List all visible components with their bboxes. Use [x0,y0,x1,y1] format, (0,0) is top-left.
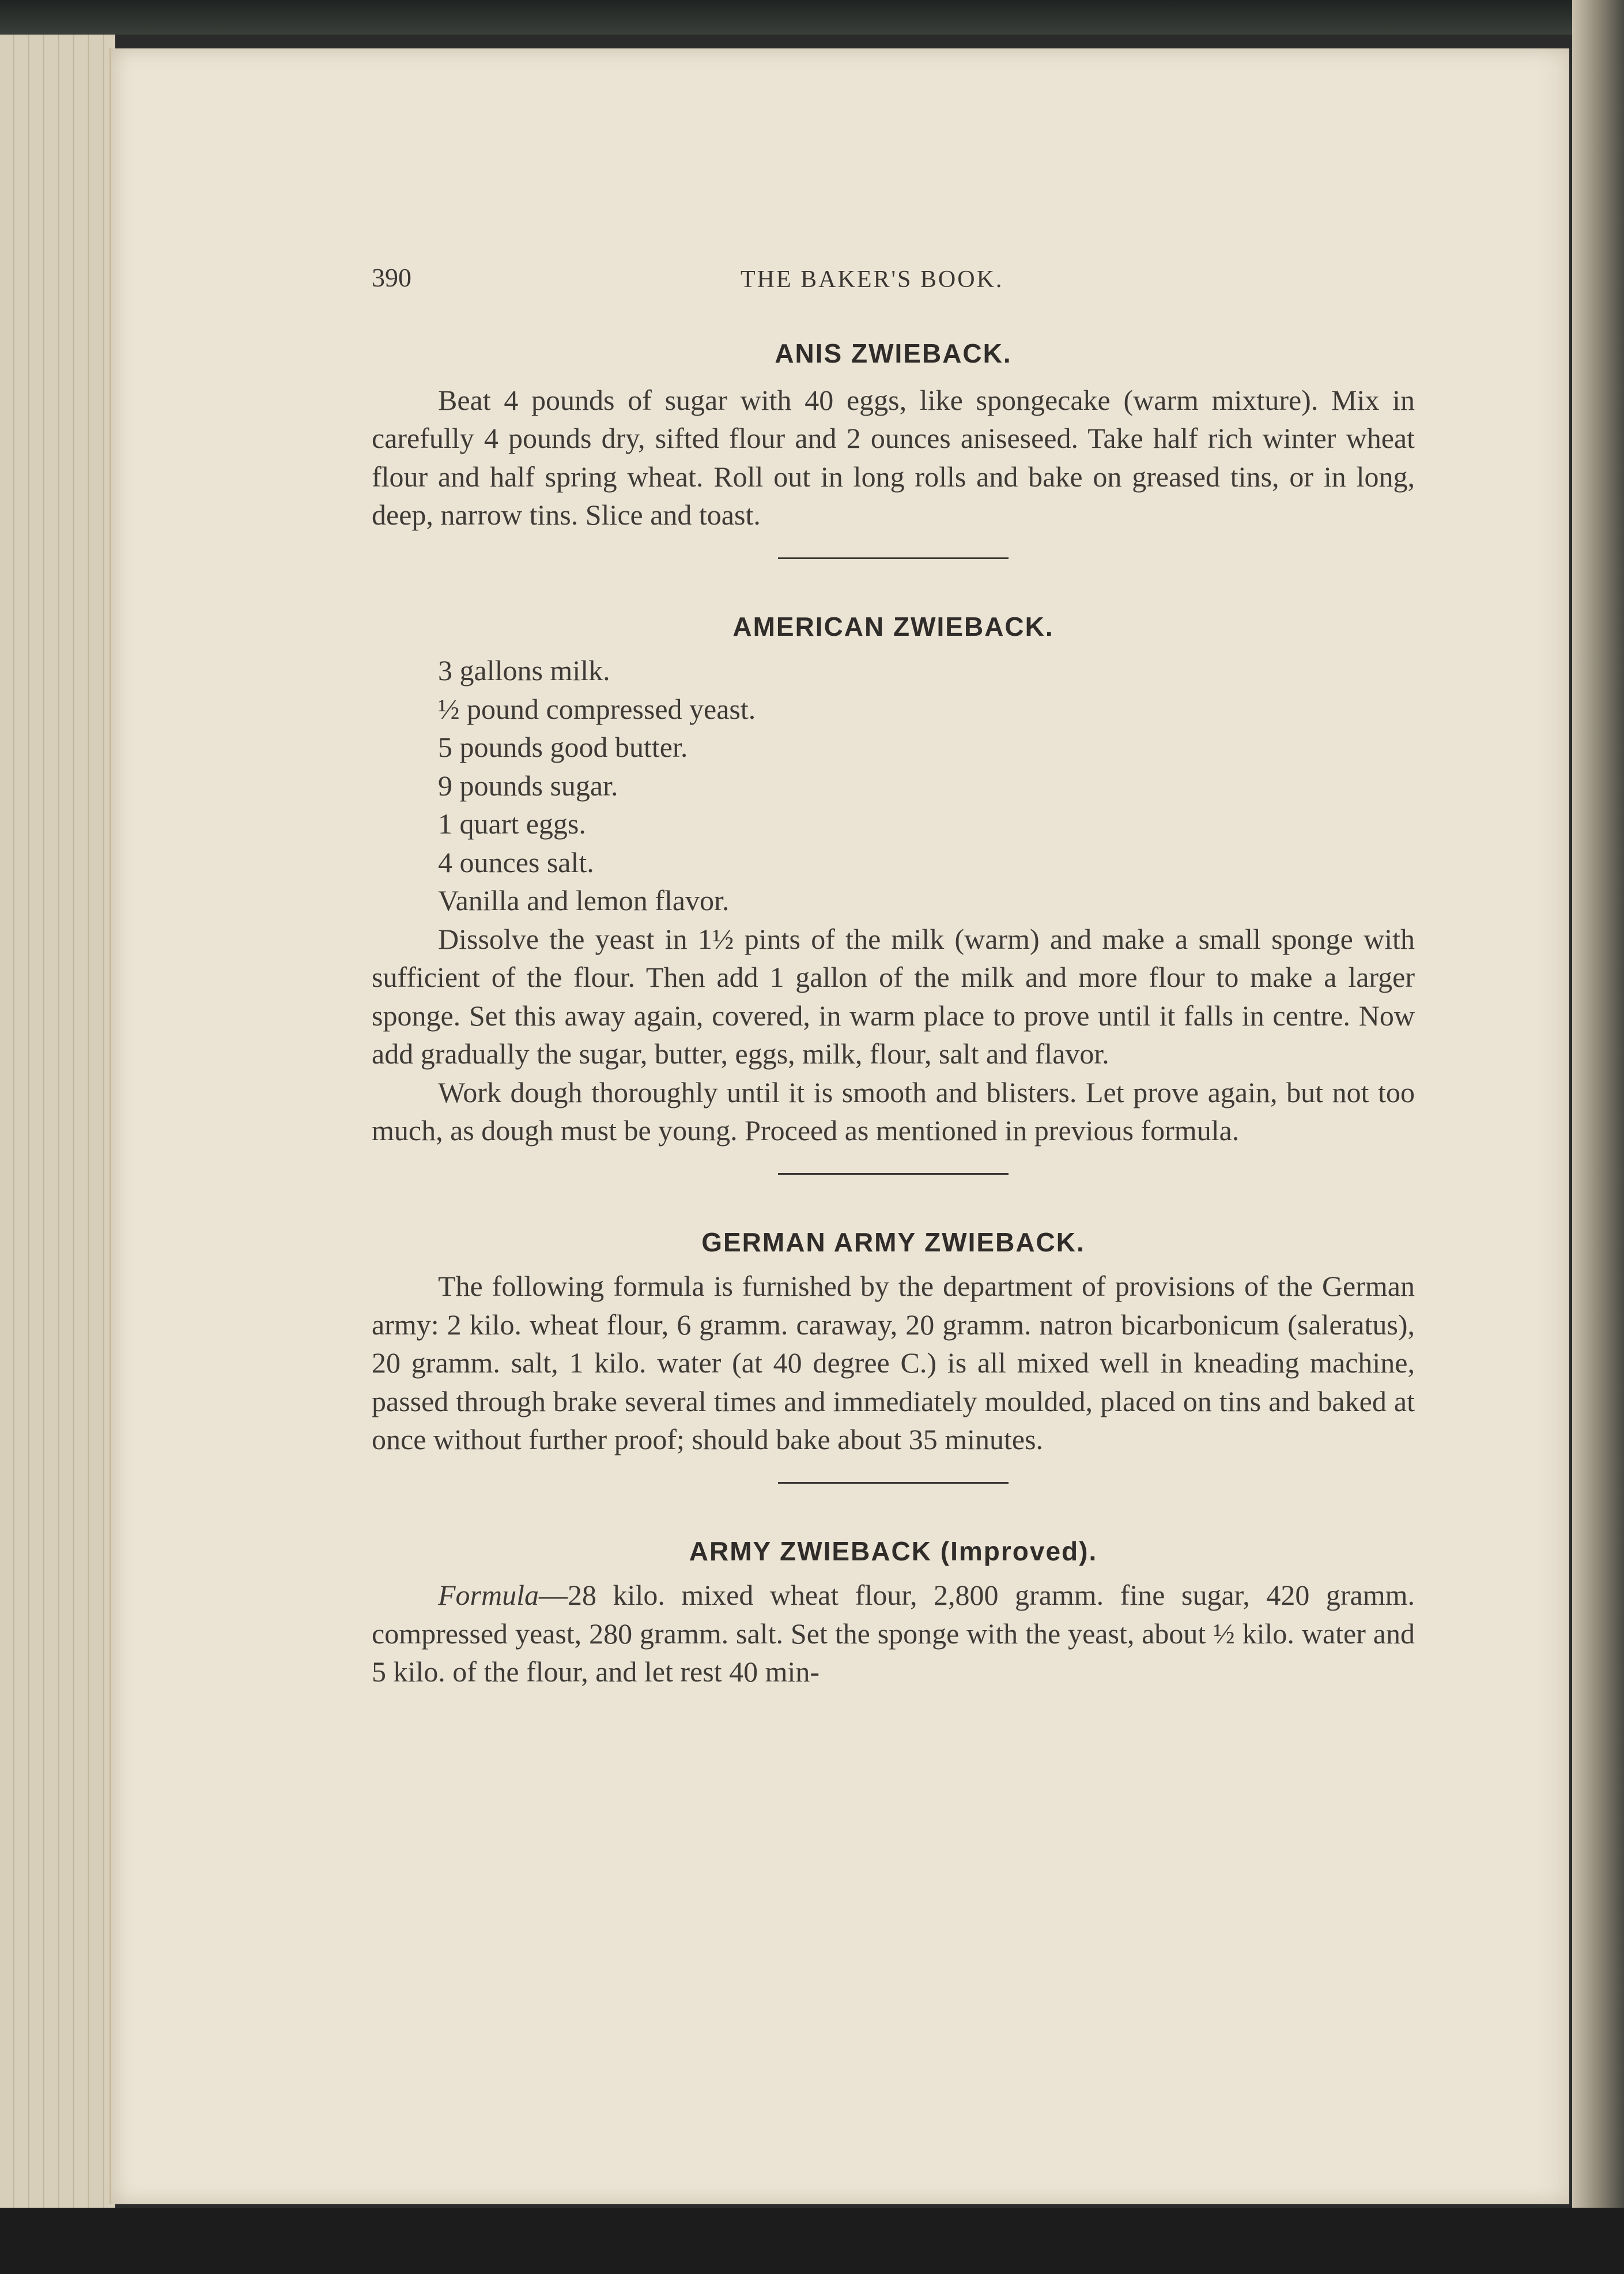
page-header [372,262,1409,303]
book-cover-top [0,0,1624,35]
paragraph [372,1576,1415,1691]
page-content [372,334,1415,1691]
section-title-german-army-zwieback: GERMAN ARMY ZWIEBACK. [701,1227,1085,1257]
ingredient-item: 5 pounds good butter. [438,731,688,763]
section-title-anis-zwieback: ANIS ZWIEBACK. [775,338,1012,368]
ingredient-item: Vanilla and lemon flavor. [438,884,730,917]
paragraph: The following formula is furnished by the department of provisions of the German army: 2 kilo. wheat flour, 6 gramm. caraway, 20 gramm. natron bicarbonicum (saleratus), 20 gramm. salt, 1 kilo. water (at 40 degree C.) is all mixed well in kneading machine, passed through brake several times and immediately moulded, placed on tins and baked at once without further proof; should bake about 35 minutes. [372,1270,1415,1455]
page-number: 390 [372,263,411,292]
ingredient-item: 9 pounds sugar. [438,769,618,802]
ingredient-item: ½ pound compressed yeast. [438,692,756,725]
section-title-american-zwieback: AMERICAN ZWIEBACK. [732,611,1054,642]
running-title: THE BAKER'S BOOK. [741,266,1004,293]
ingredient-item: 4 ounces salt. [438,846,594,878]
formula-text: —28 kilo. mixed wheat flour, 2,800 gramm. fine sugar, 420 gramm. compressed yeast, 280 gramm. salt. Set the sponge with the yeast, about ½ kilo. water and 5 kilo. of the flour, and let rest 40 min- [372,1579,1415,1688]
paragraph: Dissolve the yeast in 1½ pints of the milk (warm) and make a small sponge with sufficient of the flour. Then add 1 gallon of the milk and more flour to make a larger sponge. Set this away again, covered, in warm place to prove until it falls in centre. Now add gradually the sugar, butter, eggs, milk, flour, salt and flavor. [372,922,1415,1070]
ingredient-item: 1 quart eggs. [438,808,586,840]
paragraph: Beat 4 pounds of sugar with 40 eggs, like spongecake (warm mixture). Mix in carefully 4 pounds dry, sifted flour and 2 ounces aniseseed. Take half rich winter wheat flour and half spring wheat. Roll out in long rolls and bake on greased tins, or in long, deep, narrow tins. Slice and toast. [372,383,1415,531]
book-cover-bottom [0,2208,1624,2274]
paragraph: Work dough thoroughly until it is smooth and blisters. Let prove again, but not too much, as dough must be young. Proceed as mentioned in previous formula. [372,1076,1415,1147]
book-cover-right [1572,0,1624,2274]
page-stack-edges [0,35,115,2219]
ingredient-item: 3 gallons milk. [438,654,610,687]
formula-lead: Formula [438,1579,539,1611]
section-title-army-zwieback-improved: ARMY ZWIEBACK (Improved). [689,1536,1098,1566]
ingredient-list [372,651,1415,920]
